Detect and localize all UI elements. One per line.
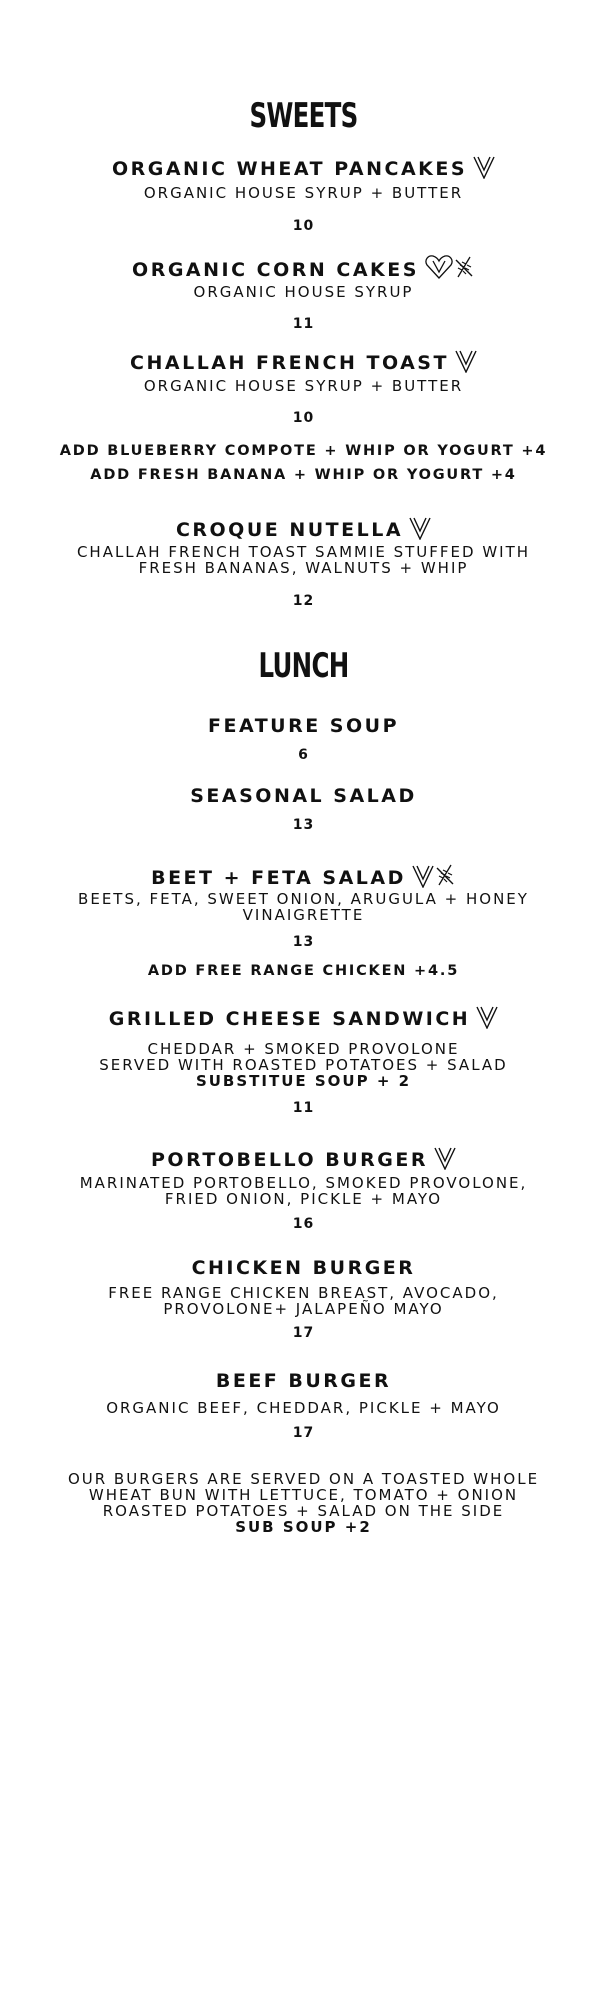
- item-name: PORTOBELLO BURGER: [151, 1149, 428, 1171]
- vegan-heart-icon: [425, 254, 453, 280]
- burger-note: ROASTED POTATOES + SALAD ON THE SIDE: [102, 1502, 505, 1520]
- item-price: 12: [292, 593, 315, 609]
- item-description: ORGANIC HOUSE SYRUP + BUTTER: [143, 377, 464, 395]
- menu-item-french-toast: [0, 349, 607, 374]
- item-description: BEETS, FETA, SWEET ONION, ARUGULA + HONEY: [78, 890, 529, 908]
- menu-item-beet-feta-salad: [0, 862, 607, 889]
- item-description: SERVED WITH ROASTED POTATOES + SALAD: [99, 1056, 508, 1074]
- menu-item-chicken-burger: CHICKEN BURGER: [191, 1257, 416, 1279]
- addon-chicken: ADD FREE RANGE CHICKEN +4.5: [147, 963, 460, 979]
- item-description: ORGANIC HOUSE SYRUP: [193, 283, 414, 301]
- item-description: ORGANIC HOUSE SYRUP + BUTTER: [143, 184, 464, 202]
- item-name: ORGANIC WHEAT PANCAKES: [111, 158, 468, 180]
- item-name: GRILLED CHEESE SANDWICH: [108, 1008, 471, 1030]
- item-description-substitute: SUBSTITUE SOUP + 2: [195, 1072, 412, 1090]
- section-title-lunch: LUNCH: [258, 646, 349, 686]
- vegetarian-v-icon: [473, 155, 495, 179]
- vegetarian-v-icon: [412, 864, 434, 888]
- menu-item-beef-burger: BEEF BURGER: [215, 1370, 392, 1392]
- vegetarian-v-icon: [455, 349, 477, 373]
- menu-item-seasonal-salad: SEASONAL SALAD: [190, 785, 417, 807]
- item-price: 10: [292, 410, 315, 426]
- addon-banana: ADD FRESH BANANA + WHIP OR YOGURT +4: [90, 467, 517, 483]
- item-name: CROQUE NUTELLA: [175, 519, 404, 541]
- section-title-sweets: SWEETS: [249, 96, 358, 136]
- burger-note: WHEAT BUN WITH LETTUCE, TOMATO + ONION: [88, 1486, 519, 1504]
- item-description: VINAIGRETTE: [242, 906, 365, 924]
- gluten-free-wheat-icon: [453, 254, 475, 280]
- burger-note: OUR BURGERS ARE SERVED ON A TOASTED WHOLE: [67, 1470, 540, 1488]
- item-description: PROVOLONE+ JALAPEÑO MAYO: [163, 1300, 444, 1318]
- item-description: FREE RANGE CHICKEN BREAST, AVOCADO,: [108, 1284, 499, 1302]
- menu-item-croque-nutella: [0, 516, 607, 541]
- menu-item-corn-cakes: [0, 254, 607, 281]
- item-price: 13: [292, 934, 315, 950]
- vegetarian-v-icon: [434, 1146, 456, 1170]
- item-price: 11: [292, 1100, 315, 1116]
- vegetarian-v-icon: [409, 516, 431, 540]
- item-description: CHEDDAR + SMOKED PROVOLONE: [147, 1040, 460, 1058]
- item-name: ORGANIC CORN CAKES: [132, 259, 419, 281]
- item-name: CHALLAH FRENCH TOAST: [130, 352, 449, 374]
- item-price: 13: [292, 817, 315, 833]
- item-description: CHALLAH FRENCH TOAST SAMMIE STUFFED WITH: [76, 543, 531, 561]
- item-description: MARINATED PORTOBELLO, SMOKED PROVOLONE,: [79, 1174, 528, 1192]
- menu-item-pancakes: [0, 155, 607, 180]
- item-price: 16: [292, 1216, 315, 1232]
- item-price: 6: [298, 747, 309, 763]
- item-description: FRIED ONION, PICKLE + MAYO: [164, 1190, 443, 1208]
- item-price: 17: [292, 1325, 315, 1341]
- item-description: ORGANIC BEEF, CHEDDAR, PICKLE + MAYO: [106, 1399, 501, 1417]
- item-price: 10: [292, 218, 315, 234]
- gluten-free-wheat-icon: [434, 862, 456, 888]
- burger-note-sub-soup: SUB SOUP +2: [235, 1518, 372, 1536]
- item-name: BEET + FETA SALAD: [151, 867, 406, 889]
- menu-item-grilled-cheese: [0, 1005, 607, 1030]
- addon-blueberry: ADD BLUEBERRY COMPOTE + WHIP OR YOGURT +4: [59, 443, 548, 459]
- item-price: 11: [292, 316, 315, 332]
- menu-item-portobello-burger: [0, 1146, 607, 1171]
- menu-item-feature-soup: FEATURE SOUP: [208, 715, 399, 737]
- item-description: FRESH BANANAS, WALNUTS + WHIP: [138, 559, 469, 577]
- vegetarian-v-icon: [476, 1005, 498, 1029]
- item-price: 17: [292, 1425, 315, 1441]
